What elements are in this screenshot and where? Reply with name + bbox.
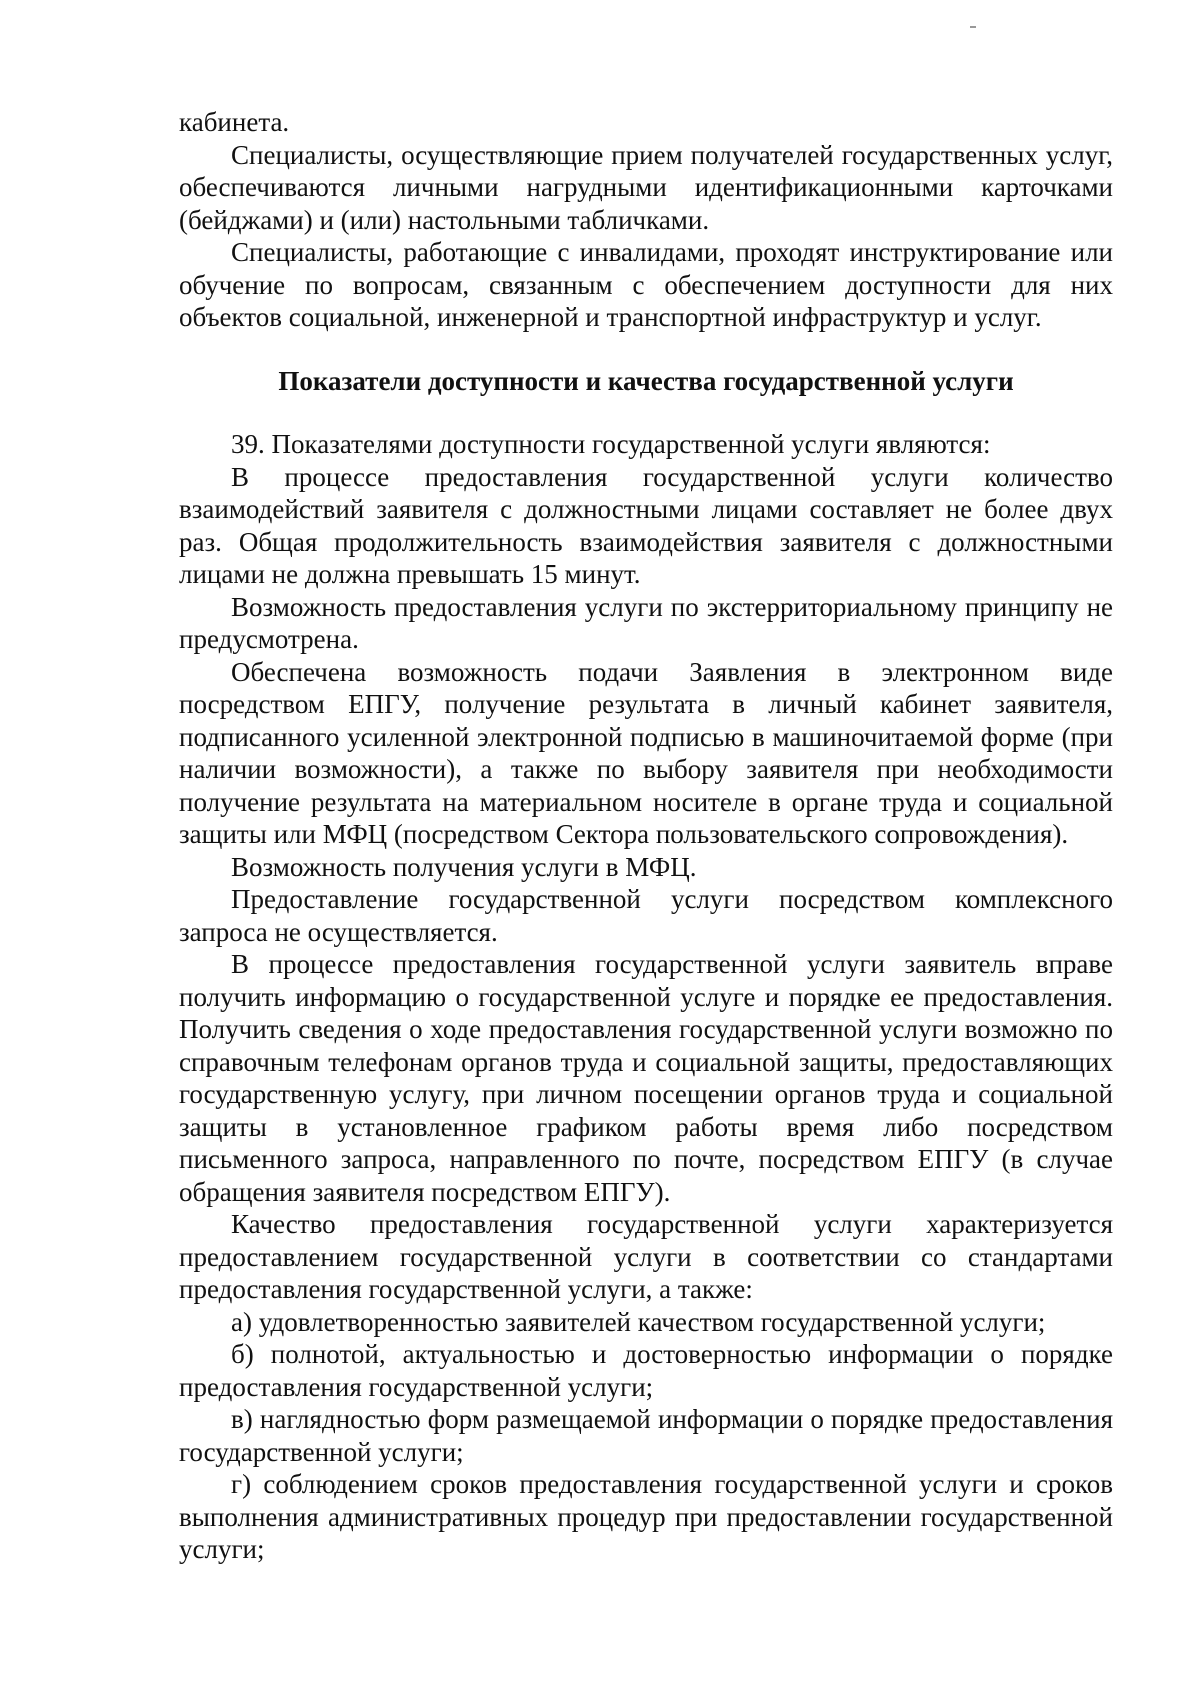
list-item-v: в) наглядностью форм размещаемой информации о порядке предоставления государственной услуги; — [179, 1404, 1113, 1467]
document-page — [179, 106, 1113, 1566]
list-item-g: г) соблюдением сроков предоставления государственной услуги и сроков выполнения административных процедур при предоставлении государственной услуги; — [179, 1469, 1113, 1564]
scan-speck — [970, 26, 976, 28]
paragraph-badges: Специалисты, осуществляющие прием получателей государственных услуг, обеспечиваются личными нагрудными идентификационными карточками (бейджами) и (или) настольными табличками. — [179, 139, 1113, 235]
paragraph-continuation: кабинета. — [179, 107, 290, 137]
list-item-b: б) полнотой, актуальностью и достоверностью информации о порядке предоставления государственной услуги; — [179, 1339, 1113, 1402]
paragraph-item-39: 39. Показателями доступности государственной услуги являются: — [231, 429, 991, 459]
paragraph-interactions: В процессе предоставления государственной услуги количество взаимодействий заявителя с должностными лицами составляет не более двух раз. Общая продолжительность взаимодействия заявителя с должностными лицами не должна превышать 15 минут. — [179, 461, 1113, 589]
list-item-a: а) удовлетворенностью заявителей качеством государственной услуги; — [231, 1306, 1046, 1337]
paragraph-extraterritorial: Возможность предоставления услуги по экстерриториальному принципу не предусмотрена. — [179, 591, 1113, 654]
paragraph-complex-request: Предоставление государственной услуги посредством комплексного запроса не осуществляется. — [179, 884, 1113, 947]
paragraph-disability-training: Специалисты, работающие с инвалидами, проходят инструктирование или обучение по вопросам, связанным с обеспечением доступности для них объектов социальной, инженерной и транспортной инфраструктур и услуг. — [179, 237, 1113, 332]
paragraph-electronic: Обеспечена возможность подачи Заявления в электронном виде посредством ЕПГУ, получение результата в личный кабинет заявителя, подписанного усиленной электронной подписью в машиночитаемой форме (при наличии возможности), а также по выбору заявителя при необходимости получение результата на материальном носителе в органе труда и социальной защиты или МФЦ (посредством Сектора пользовательского сопровождения). — [179, 656, 1113, 849]
paragraph-quality: Качество предоставления государственной услуги характеризуется предоставлением государственной услуги в соответствии со стандартами предоставления государственной услуги, а также: — [179, 1209, 1113, 1304]
section-heading: Показатели доступности и качества государственной услуги — [278, 365, 1014, 396]
paragraph-mfc: Возможность получения услуги в МФЦ. — [231, 851, 697, 882]
paragraph-information: В процессе предоставления государственной услуги заявитель вправе получить информацию о государственной услуге и порядке ее предоставления. Получить сведения о ходе предоставления государственной услуги возможно по справочным телефонам органов труда и социальной защиты, предоставляющих государственную услугу, при личном посещении органов труда и социальной защиты в установленное графиком работы время либо посредством письменного запроса, направленного по почте, посредством ЕПГУ (в случае обращения заявителя посредством ЕПГУ). — [179, 949, 1113, 1207]
